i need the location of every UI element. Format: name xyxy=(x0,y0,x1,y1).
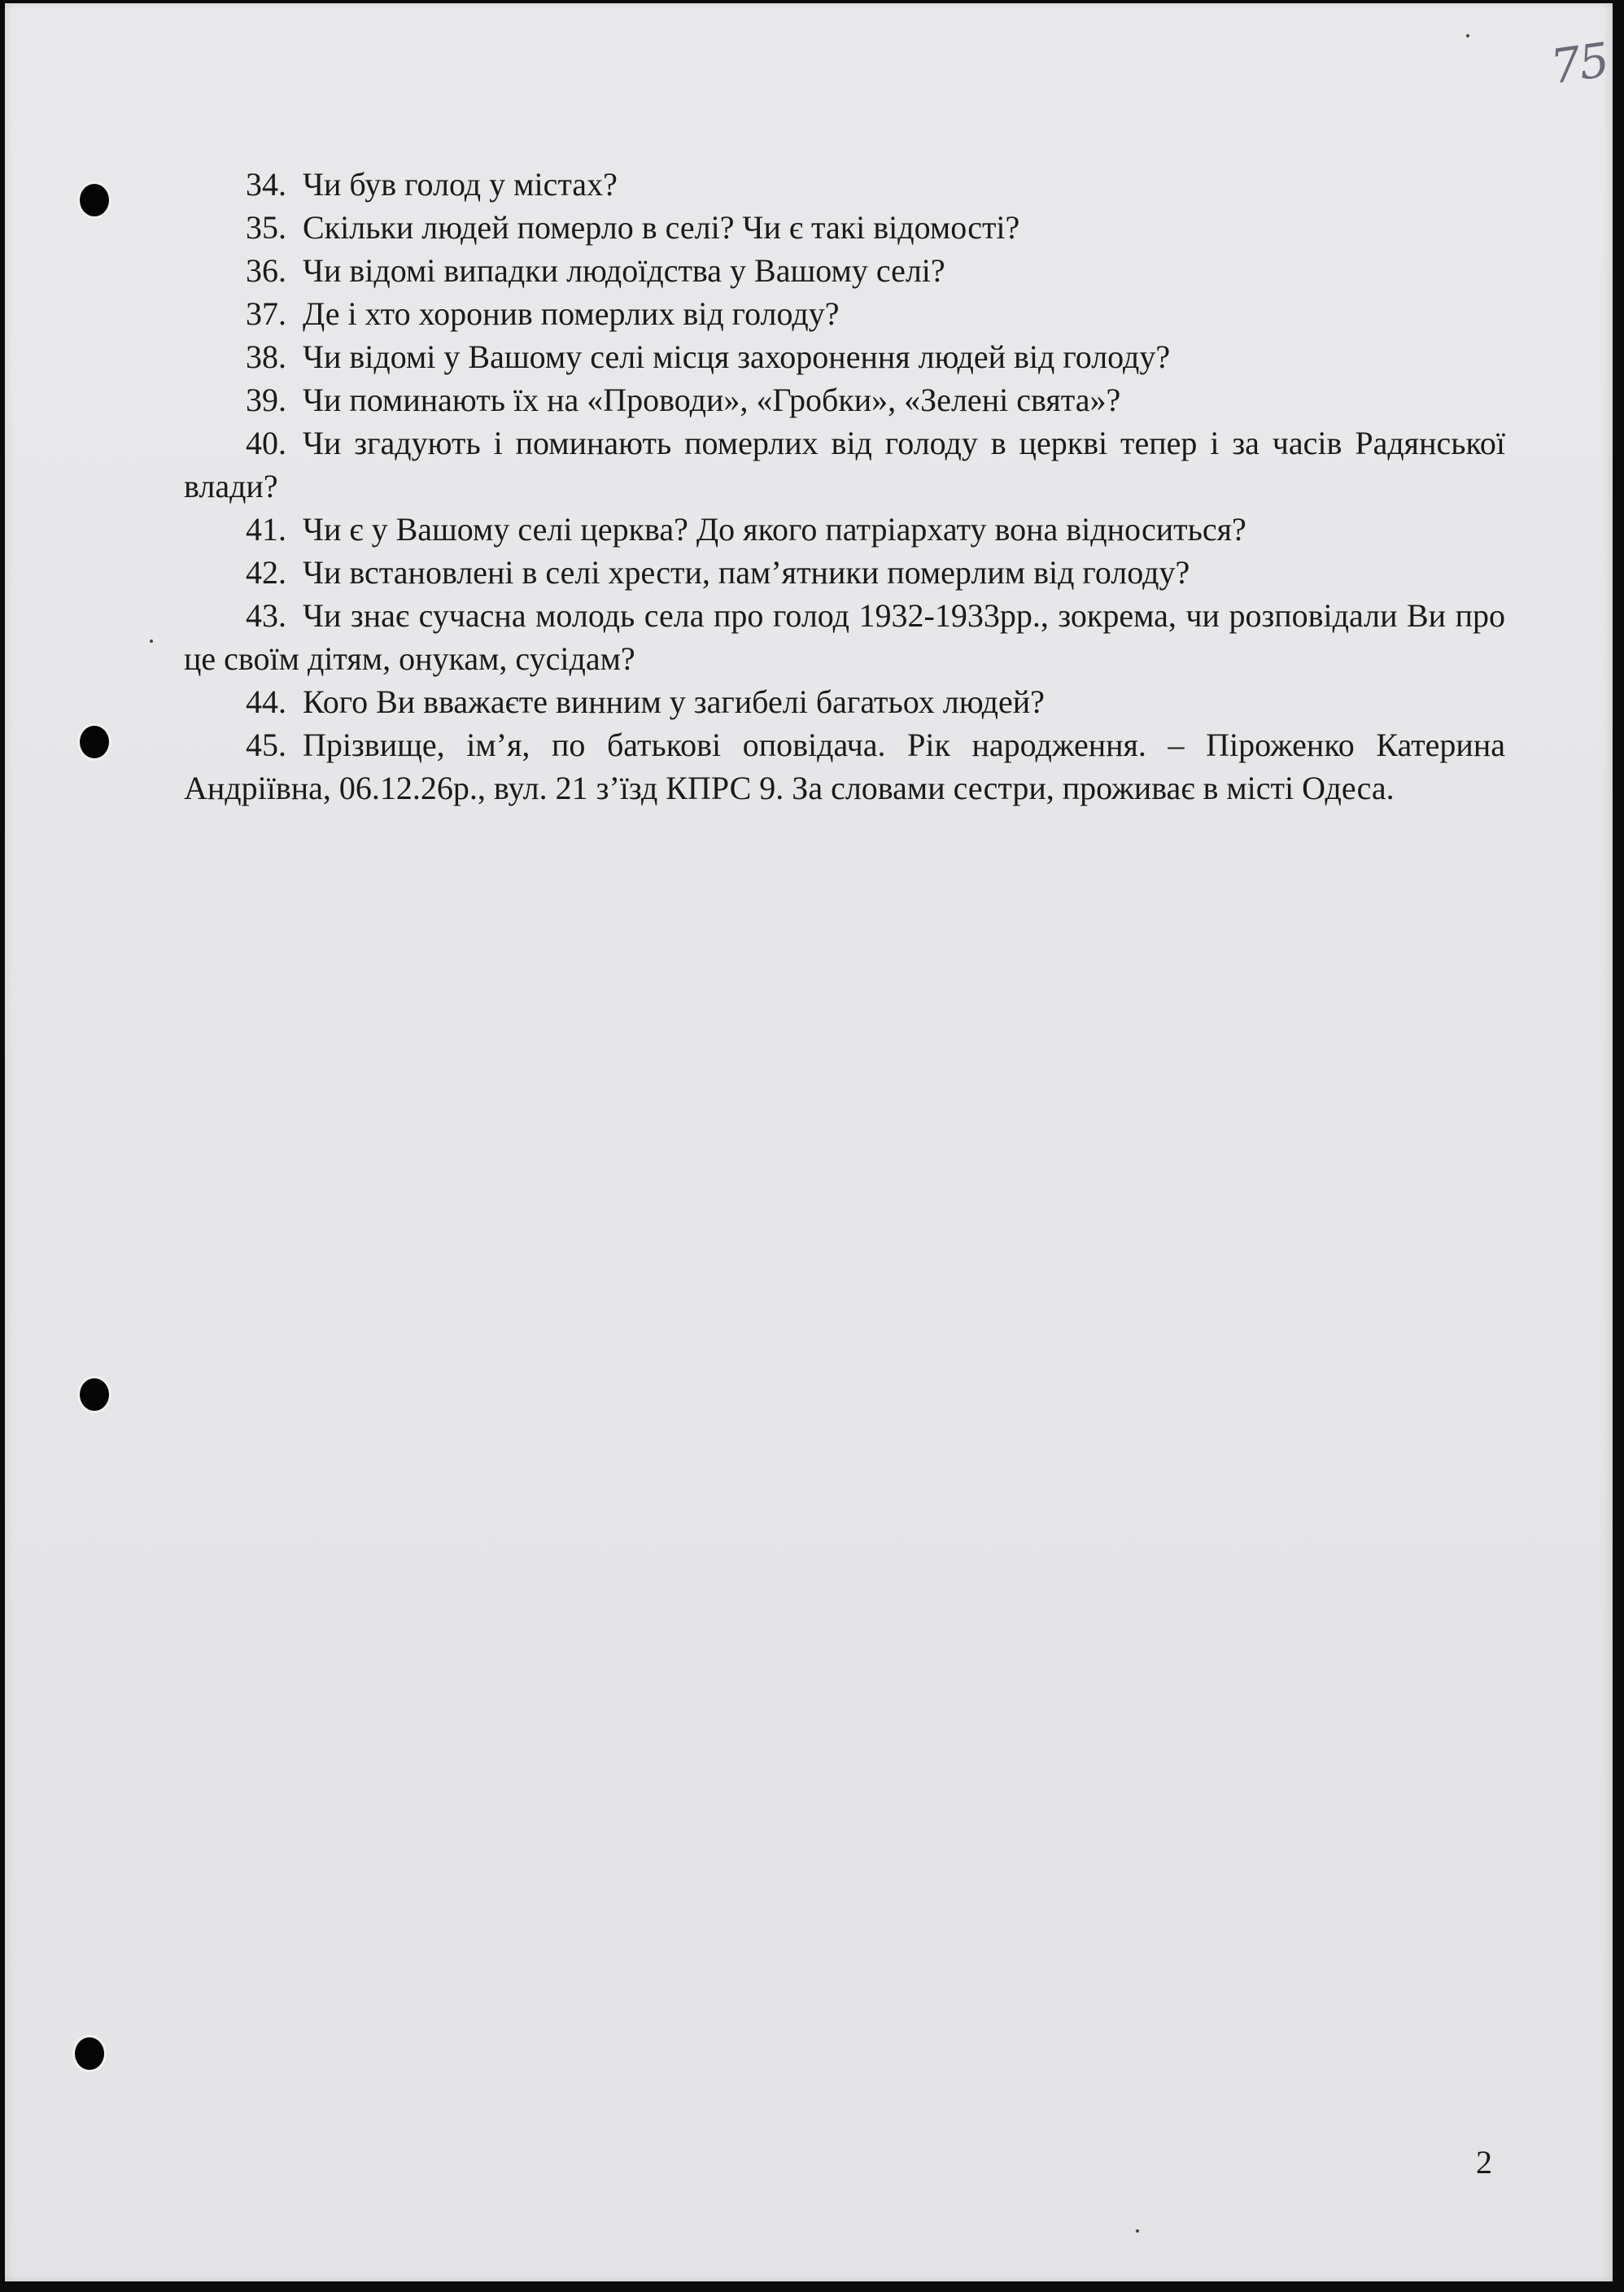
question-number: 38. xyxy=(246,338,286,375)
question-text: Чи був голод у містах? xyxy=(303,166,618,203)
question-text: Прізвище, ім’я, по батькові оповідача. Рік народження. – Піроженко Катерина Андріївна, 06.12.26р., вул. 21 з’їзд КПРС 9. За словами сестри, проживає в місті Одеса. xyxy=(184,727,1505,806)
question-text: Скільки людей померло в селі? Чи є такі відомості? xyxy=(303,209,1020,246)
question-text: Чи є у Вашому селі церква? До якого патріархату вона відноситься? xyxy=(303,511,1246,548)
question-item xyxy=(184,378,1505,421)
punch-hole xyxy=(80,726,109,758)
question-text: Чи поминають їх на «Проводи», «Гробки», «Зелені свята»? xyxy=(303,382,1121,418)
question-text: Чи відомі випадки людоїдства у Вашому селі? xyxy=(303,252,945,289)
question-item xyxy=(184,594,1505,680)
question-number: 41. xyxy=(246,511,286,548)
page-number: 2 xyxy=(1476,2144,1492,2181)
question-number: 36. xyxy=(246,252,286,289)
question-number: 37. xyxy=(246,295,286,332)
question-number: 42. xyxy=(246,554,286,591)
question-text: Чи згадують і поминають померлих від голоду в церкві тепер і за часів Радянської влади? xyxy=(184,425,1505,504)
question-item xyxy=(184,421,1505,508)
question-item xyxy=(184,723,1505,810)
question-text: Чи знає сучасна молодь села про голод 1932-1933рр., зокрема, чи розповідали Ви про це своїм дітям, онукам, сусідам? xyxy=(184,597,1505,677)
question-number: 34. xyxy=(246,166,286,203)
question-number: 43. xyxy=(246,597,286,634)
question-text: Чи встановлені в селі хрести, пам’ятники померлим від голоду? xyxy=(303,554,1190,591)
question-number: 44. xyxy=(246,683,286,720)
question-item xyxy=(184,206,1505,249)
punch-hole xyxy=(75,2037,104,2070)
document-page xyxy=(5,3,1613,2281)
question-item xyxy=(184,680,1505,723)
question-number: 40. xyxy=(246,425,286,461)
question-item xyxy=(184,163,1505,206)
question-number: 39. xyxy=(246,382,286,418)
question-item xyxy=(184,335,1505,378)
question-number: 45. xyxy=(246,727,286,763)
question-item xyxy=(184,249,1505,292)
handwritten-archive-number: 75 xyxy=(1547,32,1612,95)
punch-hole xyxy=(80,1378,109,1411)
question-text: Кого Ви вважаєте винним у загибелі багатьох людей? xyxy=(303,683,1045,720)
question-number: 35. xyxy=(246,209,286,246)
punch-hole xyxy=(80,184,109,216)
scan-speck xyxy=(1466,34,1469,37)
scan-speck xyxy=(150,640,153,643)
question-item xyxy=(184,551,1505,594)
question-item xyxy=(184,292,1505,335)
question-text: Чи відомі у Вашому селі місця захоронення людей від голоду? xyxy=(303,338,1171,375)
scan-speck xyxy=(1136,2229,1139,2233)
question-text: Де і хто хоронив померлих від голоду? xyxy=(303,295,840,332)
question-item xyxy=(184,508,1505,551)
questionnaire-text xyxy=(184,163,1505,810)
